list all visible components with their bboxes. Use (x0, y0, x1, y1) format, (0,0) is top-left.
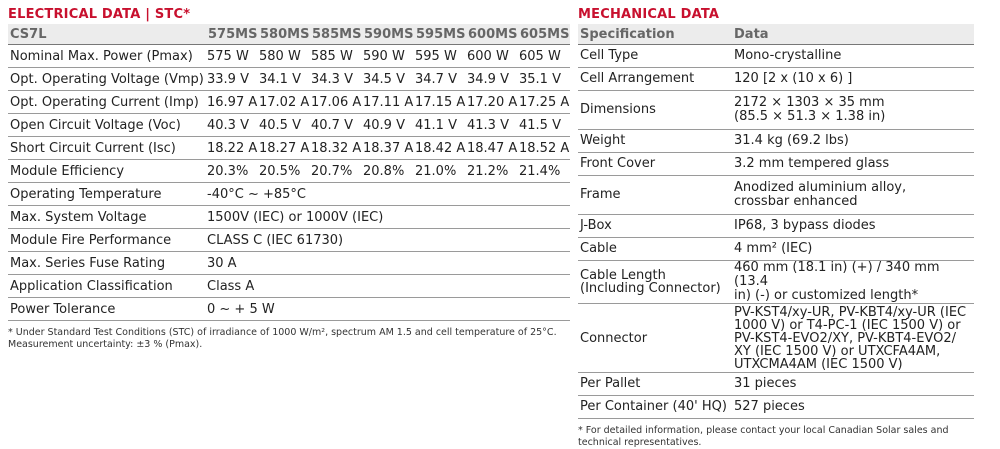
electrical-header-row (8, 24, 570, 45)
cell-value: 16.97 A (206, 91, 258, 114)
cell-value: 600 W (466, 45, 518, 68)
cell-value: 18.42 A (414, 137, 466, 160)
spec-label: Cell Type (580, 48, 639, 63)
spec-label: Connector (580, 330, 648, 346)
data-value: 3.2 mm tempered glass (734, 156, 890, 171)
row-label: Module Fire Performance (8, 229, 206, 252)
table-row (8, 206, 570, 229)
cell-value: 585 W (310, 45, 362, 68)
cell-value: 21.2% (466, 160, 518, 183)
table-row (578, 176, 974, 215)
column-header: 580MS (258, 24, 310, 45)
table-row (578, 68, 974, 91)
table-row (578, 45, 974, 68)
cell-value: -40°C ~ +85°C (206, 183, 570, 206)
table-row (8, 91, 570, 114)
table-row (578, 215, 974, 238)
table-row (578, 153, 974, 176)
cell-value: 21.0% (414, 160, 466, 183)
cell-value: 17.11 A (362, 91, 414, 114)
table-row (578, 396, 974, 419)
cell-value: 605 W (518, 45, 570, 68)
cell-value: 33.9 V (206, 68, 258, 91)
spec-cell (578, 304, 732, 373)
row-label: Max. Series Fuse Rating (8, 252, 206, 275)
mechanical-header-row (578, 24, 974, 45)
data-cell (732, 261, 974, 304)
spec-cell (578, 176, 732, 215)
cell-value: 40.5 V (258, 114, 310, 137)
data-value: Anodized aluminium alloy, (734, 180, 907, 195)
cell-value: 40.3 V (206, 114, 258, 137)
table-row (578, 130, 974, 153)
row-label: Max. System Voltage (8, 206, 206, 229)
column-header: 600MS (466, 24, 518, 45)
cell-value: 1500V (IEC) or 1000V (IEC) (206, 206, 570, 229)
cell-value: 41.5 V (518, 114, 570, 137)
data-value: 2172 × 1303 × 35 mm (734, 95, 885, 110)
table-row (8, 114, 570, 137)
spec-label: Frame (580, 187, 621, 202)
column-header: 605MS (518, 24, 570, 45)
table-row (8, 298, 570, 321)
table-row (578, 238, 974, 261)
cell-value: 590 W (362, 45, 414, 68)
cell-value: 35.1 V (518, 68, 570, 91)
table-row (8, 160, 570, 183)
table-row (578, 261, 974, 304)
cell-value: 17.15 A (414, 91, 466, 114)
data-cell (732, 373, 974, 396)
column-header: 590MS (362, 24, 414, 45)
cell-value: 34.9 V (466, 68, 518, 91)
cell-value: 18.27 A (258, 137, 310, 160)
row-label: Operating Temperature (8, 183, 206, 206)
cell-value: 20.3% (206, 160, 258, 183)
spec-cell (578, 153, 732, 176)
table-row (8, 137, 570, 160)
column-header: 575MS (206, 24, 258, 45)
data-cell (732, 68, 974, 91)
cell-value: 41.1 V (414, 114, 466, 137)
electrical-data-panel (8, 6, 570, 351)
spec-label: Weight (580, 133, 626, 148)
cell-value: 30 A (206, 252, 570, 275)
cell-value: 20.5% (258, 160, 310, 183)
row-label: Short Circuit Current (Isc) (8, 137, 206, 160)
cell-value: 34.5 V (362, 68, 414, 91)
table-row (8, 183, 570, 206)
cell-value: 20.8% (362, 160, 414, 183)
spec-cell (578, 396, 732, 419)
data-cell (732, 176, 974, 215)
table-row (578, 91, 974, 130)
spec-label: Per Pallet (580, 376, 641, 391)
data-cell (732, 45, 974, 68)
mechanical-footnote: * For detailed information, please contact your local Canadian Solar sales and technical representatives. (578, 425, 949, 448)
data-cell (732, 153, 974, 176)
row-label: Opt. Operating Current (Imp) (8, 91, 206, 114)
cell-value: 18.32 A (310, 137, 362, 160)
mechanical-table (578, 24, 974, 419)
electrical-footnote: * Under Standard Test Conditions (STC) of irradiance of 1000 W/m², spectrum AM 1.5 and cell temperature of 25°C. Measurement uncertainty: ±3 % (Pmax). (8, 327, 557, 350)
row-label: Application Classification (8, 275, 206, 298)
spec-cell (578, 130, 732, 153)
cell-value: 34.7 V (414, 68, 466, 91)
data-cell (732, 130, 974, 153)
data-value: 31.4 kg (69.2 lbs) (734, 133, 849, 148)
row-label: Nominal Max. Power (Pmax) (8, 45, 206, 68)
cell-value: 21.4% (518, 160, 570, 183)
cell-value: Class A (206, 275, 570, 298)
data-value: IP68, 3 bypass diodes (734, 218, 876, 233)
table-row (8, 252, 570, 275)
mechanical-section-title: MECHANICAL DATA (578, 7, 720, 22)
row-label: Opt. Operating Voltage (Vmp) (8, 68, 206, 91)
table-row (578, 373, 974, 396)
data-value: 527 pieces (734, 399, 805, 414)
data-value: PV-KST4/xy-UR, PV-KBT4/xy-UR (IEC 1000 V) or T4-PC-1 (IEC 1500 V) or PV-KST4-EVO2/XY, PV-KBT4-EVO2/ XY (IEC 1500 V) or UTXCFA4AM, UTXCMA4AM (IEC 1500 V) (734, 304, 967, 372)
column-header: CS7L (8, 24, 206, 45)
spec-cell (578, 45, 732, 68)
cell-value: 40.7 V (310, 114, 362, 137)
cell-value: 0 ~ + 5 W (206, 298, 570, 321)
spec-label: Cell Arrangement (580, 71, 695, 86)
cell-value: 17.20 A (466, 91, 518, 114)
spec-cell (578, 68, 732, 91)
cell-value: 34.3 V (310, 68, 362, 91)
spec-cell (578, 373, 732, 396)
cell-value: 20.7% (310, 160, 362, 183)
data-cell (732, 91, 974, 130)
column-header: Data (732, 24, 974, 45)
spec-cell (578, 238, 732, 261)
data-value: 31 pieces (734, 376, 797, 391)
data-value: 4 mm² (IEC) (734, 241, 813, 256)
data-value-line2: crossbar enhanced (734, 194, 858, 209)
spec-label: J-Box (580, 218, 612, 233)
cell-value: 41.3 V (466, 114, 518, 137)
mechanical-data-panel (578, 6, 974, 449)
column-header: Specification (578, 24, 732, 45)
data-cell (732, 215, 974, 238)
cell-value: 17.25 A (518, 91, 570, 114)
cell-value: 575 W (206, 45, 258, 68)
electrical-table (8, 24, 570, 321)
row-label: Open Circuit Voltage (Voc) (8, 114, 206, 137)
column-header: 595MS (414, 24, 466, 45)
spec-cell (578, 215, 732, 238)
spec-label: Per Container (40' HQ) (580, 399, 727, 414)
cell-value: 34.1 V (258, 68, 310, 91)
table-row (8, 275, 570, 298)
data-value: 120 [2 x (10 x 6) ] (734, 71, 853, 86)
cell-value: 17.02 A (258, 91, 310, 114)
spec-cell (578, 261, 732, 304)
table-row (578, 304, 974, 373)
table-row (8, 229, 570, 252)
spec-label: Dimensions (580, 102, 656, 117)
data-cell (732, 396, 974, 419)
spec-label: Cable (580, 241, 617, 256)
spec-label-line2: (Including Connector) (580, 281, 721, 296)
spec-cell (578, 91, 732, 130)
column-header: 585MS (310, 24, 362, 45)
table-row (8, 68, 570, 91)
data-value: 460 mm (18.1 in) (+) / 340 mm (13.4 (734, 260, 940, 289)
data-value-line2: (85.5 × 51.3 × 1.38 in) (734, 109, 886, 124)
cell-value: 18.22 A (206, 137, 258, 160)
table-row (8, 45, 570, 68)
data-cell (732, 304, 974, 373)
cell-value: 580 W (258, 45, 310, 68)
row-label: Module Efficiency (8, 160, 206, 183)
cell-value: CLASS C (IEC 61730) (206, 229, 570, 252)
cell-value: 18.47 A (466, 137, 518, 160)
data-cell (732, 238, 974, 261)
data-value: Mono-crystalline (734, 48, 842, 63)
row-label: Power Tolerance (8, 298, 206, 321)
spec-label: Front Cover (580, 156, 656, 171)
electrical-table-body (8, 45, 570, 321)
mechanical-table-body (578, 45, 974, 419)
data-value-line2: in) (-) or customized length* (734, 288, 919, 303)
cell-value: 17.06 A (310, 91, 362, 114)
cell-value: 18.37 A (362, 137, 414, 160)
cell-value: 595 W (414, 45, 466, 68)
cell-value: 40.9 V (362, 114, 414, 137)
cell-value: 18.52 A (518, 137, 570, 160)
electrical-section-title: ELECTRICAL DATA | STC* (8, 7, 191, 22)
spec-label: Cable Length (580, 268, 666, 283)
